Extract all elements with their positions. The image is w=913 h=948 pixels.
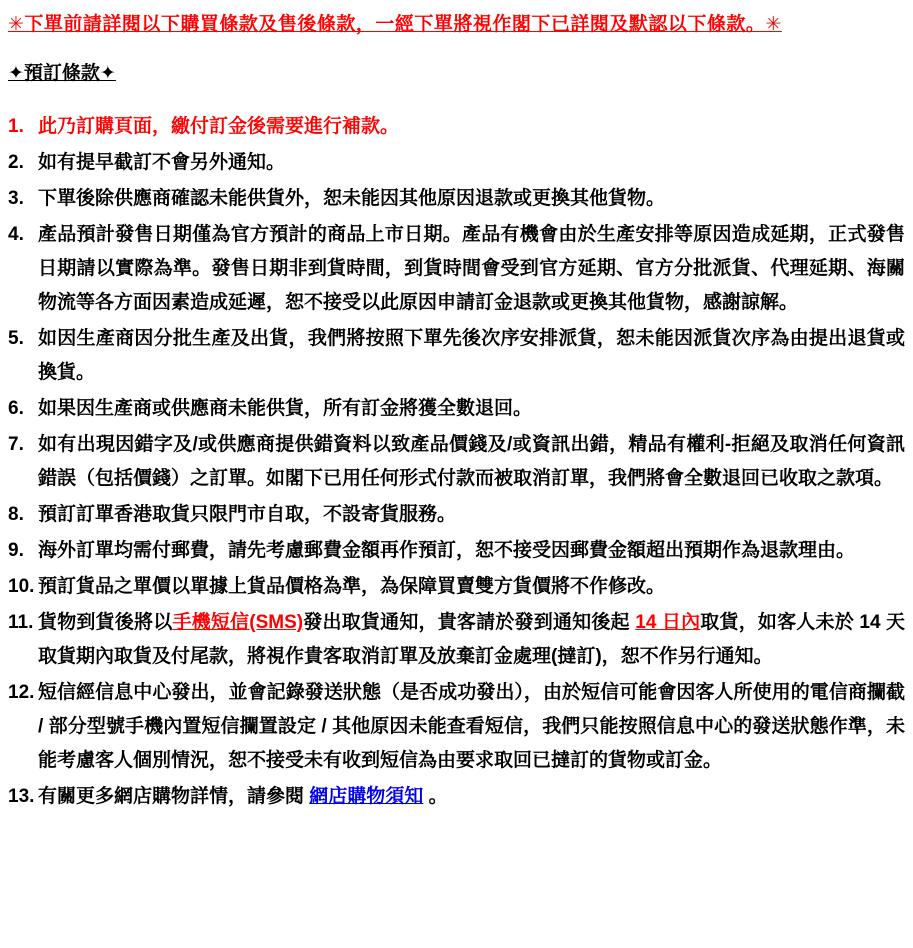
term-text-segment: 預訂訂單香港取貨只限門市自取，不設寄貨服務。 xyxy=(38,504,457,525)
term-text-segment: 取貨，如客人未於 14 天取貨期內取貨及付尾款，將視作貴客取消訂單及放棄訂金處理(撻訂)，恕不作另行通知。 xyxy=(38,612,906,667)
section-title-preorder-terms: ✦預訂條款✦ xyxy=(8,63,116,84)
term-text xyxy=(38,606,905,674)
term-text xyxy=(38,182,905,216)
term-item-1 xyxy=(8,110,905,144)
term-item-2 xyxy=(8,146,905,180)
term-text xyxy=(38,428,905,496)
term-number: 2. xyxy=(8,152,24,173)
term-text-segment: 如果因生產商或供應商未能供貨，所有訂金將獲全數退回。 xyxy=(38,398,533,419)
term-text xyxy=(38,218,905,320)
term-item-12 xyxy=(8,676,905,778)
term-text xyxy=(38,570,905,604)
purchase-notice-header: ✳下單前請詳閱以下購買條款及售後條款，一經下單將視作閣下已詳閱及默認以下條款。✳ xyxy=(8,14,782,35)
term-text-segment: 發出取貨通知，貴客請於發到通知後起 xyxy=(303,612,636,633)
term-text-segment: 如因生產商因分批生產及出貨，我們將按照下單先後次序安排派貨，恕未能因派貨次序為由提出退貨或換貨。 xyxy=(38,328,905,383)
term-number: 4. xyxy=(8,224,24,245)
term-text xyxy=(38,534,905,568)
term-item-7 xyxy=(8,428,905,496)
highlighted-text: 14 日內 xyxy=(635,612,701,633)
term-text-segment: 。 xyxy=(423,786,448,807)
term-number: 5. xyxy=(8,328,24,349)
term-text xyxy=(38,110,905,144)
term-text-segment: 海外訂單均需付郵費，請先考慮郵費金額再作預訂，恕不接受因郵費金額超出預期作為退款理由。 xyxy=(38,540,856,561)
term-item-6 xyxy=(8,392,905,426)
term-item-4 xyxy=(8,218,905,320)
term-number: 11. xyxy=(8,612,34,633)
term-text xyxy=(38,498,905,532)
term-text xyxy=(38,780,905,814)
term-item-10 xyxy=(8,570,905,604)
term-text-segment: 有關更多網店購物詳情，請參閱 xyxy=(38,786,310,807)
term-number: 12. xyxy=(8,682,35,703)
term-text-segment: 此乃訂購頁面，繳付訂金後需要進行補款。 xyxy=(38,116,400,137)
term-item-11 xyxy=(8,606,905,674)
terms-list xyxy=(8,110,905,814)
term-text-segment: 下單後除供應商確認未能供貨外，恕未能因其他原因退款或更換其他貨物。 xyxy=(38,188,666,209)
term-number: 1. xyxy=(8,116,24,137)
term-text xyxy=(38,322,905,390)
term-item-5 xyxy=(8,322,905,390)
term-number: 7. xyxy=(8,434,24,455)
term-number: 3. xyxy=(8,188,24,209)
term-text xyxy=(38,146,905,180)
term-number: 6. xyxy=(8,398,24,419)
term-item-13 xyxy=(8,780,905,814)
highlighted-text: 手機短信(SMS) xyxy=(172,612,304,633)
term-number: 10. xyxy=(8,576,35,597)
term-text-segment: 預訂貨品之單價以單據上貨品價格為準，為保障買賣雙方貨價將不作修改。 xyxy=(38,576,666,597)
term-text-segment: 產品預計發售日期僅為官方預計的商品上市日期。產品有機會由於生產安排等原因造成延期，正式發售日期請以實際為準。發售日期非到貨時間，到貨時間會受到官方延期、官方分批派貨、代理延期、海關物流等各方面因素造成延遲，恕不接受以此原因申請訂金退款或更換其他貨物，感謝諒解。 xyxy=(38,224,905,313)
term-item-9 xyxy=(8,534,905,568)
term-item-8 xyxy=(8,498,905,532)
term-text xyxy=(38,676,905,778)
term-text-segment: 貨物到貨後將以 xyxy=(38,612,173,633)
term-number: 9. xyxy=(8,540,24,561)
term-number: 13. xyxy=(8,786,35,807)
term-text-segment: 如有出現因錯字及/或供應商提供錯資料以致產品價錢及/或資訊出錯，精品有權利-拒絕及取消任何資訊錯誤（包括價錢）之訂單。如閣下已用任何形式付款而被取消訂單，我們將會全數退回已收取之款項。 xyxy=(38,434,905,489)
store-shopping-guide-link[interactable]: 網店購物須知 xyxy=(309,786,424,807)
term-number: 8. xyxy=(8,504,24,525)
term-text-segment: 如有提早截訂不會另外通知。 xyxy=(38,152,286,173)
term-text-segment: 短信經信息中心發出，並會記錄發送狀態（是否成功發出），由於短信可能會因客人所使用的電信商攔截 / 部分型號手機內置短信攔置設定 / 其他原因未能查看短信，我們只能按照信息中心的發送狀態作準，未能考慮客人個別情況，恕不接受未有收到短信為由要求取回已撻訂的貨物或訂金。 xyxy=(38,682,905,771)
term-text xyxy=(38,392,905,426)
term-item-3 xyxy=(8,182,905,216)
